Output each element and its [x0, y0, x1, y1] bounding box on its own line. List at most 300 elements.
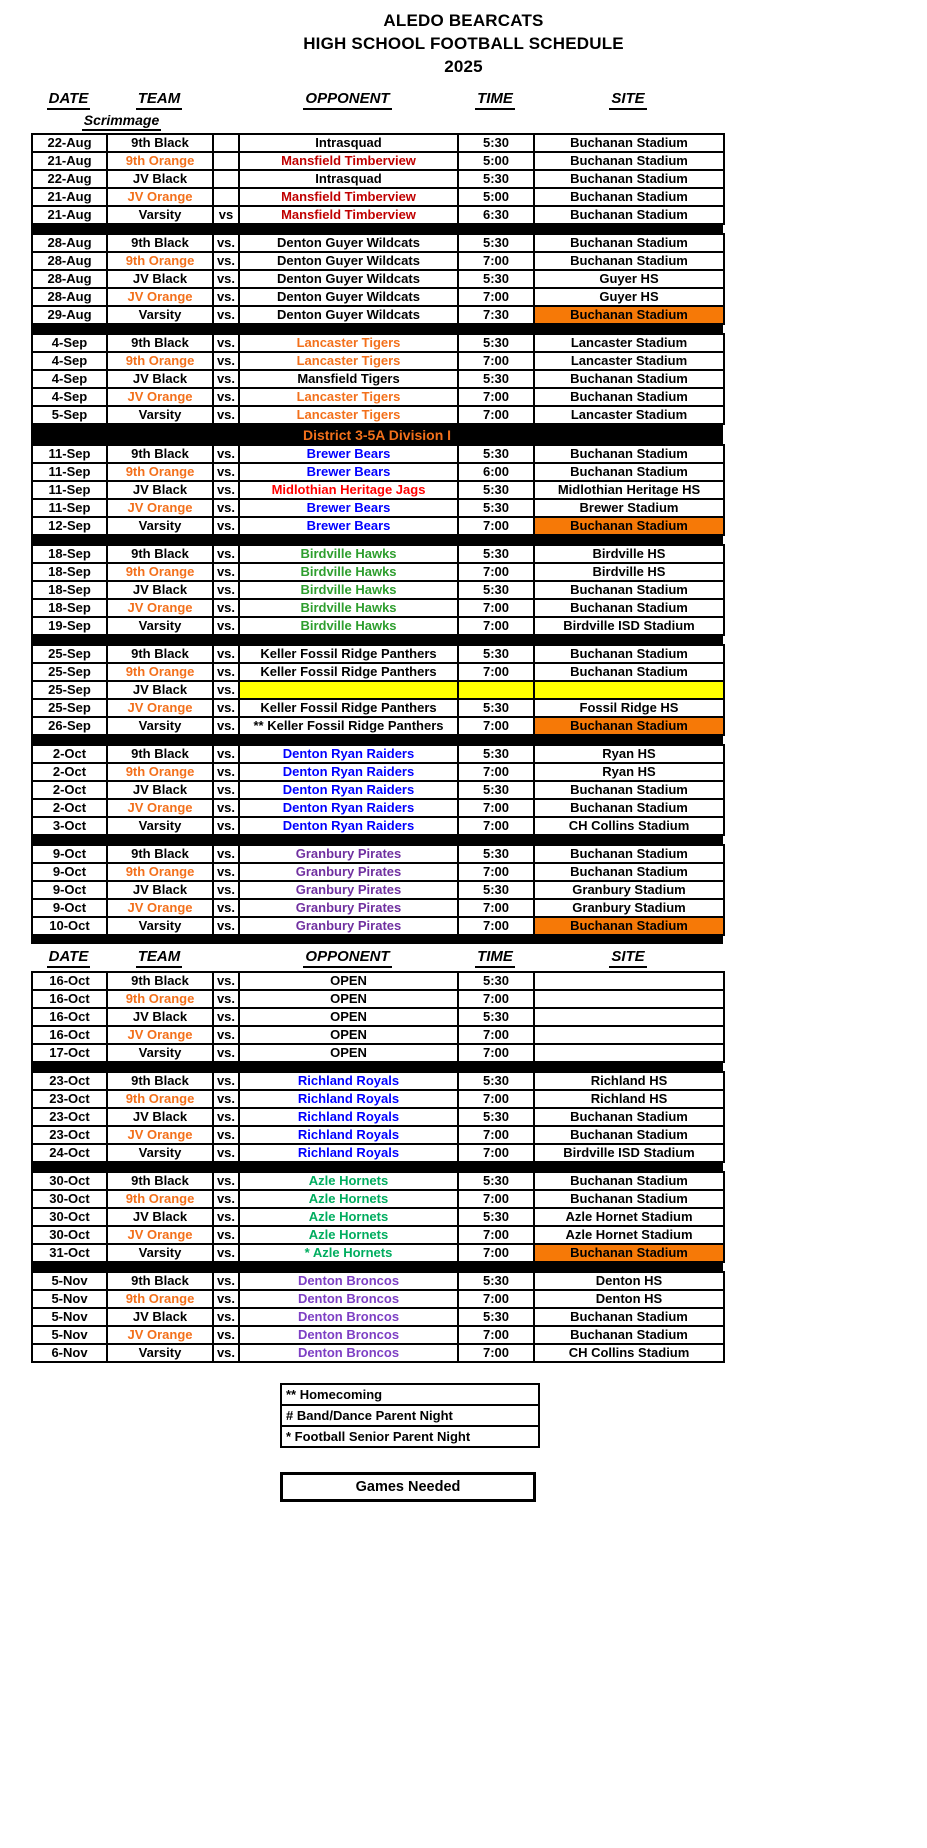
time-cell: 7:00 [458, 1226, 534, 1244]
site-cell: Buchanan Stadium [534, 663, 724, 681]
opponent-cell: Granbury Pirates [239, 899, 458, 917]
site-cell: Buchanan Stadium [534, 1172, 724, 1190]
opponent-cell: Denton Broncos [239, 1308, 458, 1326]
schedule-row [32, 134, 724, 152]
opponent-cell: Azle Hornets [239, 1172, 458, 1190]
time-cell: 5:30 [458, 445, 534, 463]
schedule-row [32, 745, 724, 763]
section-separator [31, 836, 723, 844]
date-cell: 22-Aug [32, 170, 107, 188]
time-cell: 5:30 [458, 645, 534, 663]
opponent-cell: Denton Guyer Wildcats [239, 252, 458, 270]
site-cell: Buchanan Stadium [534, 1190, 724, 1208]
site-cell: Granbury Stadium [534, 881, 724, 899]
site-cell: Buchanan Stadium [534, 645, 724, 663]
date-cell: 9-Oct [32, 845, 107, 863]
schedule-block [31, 971, 725, 1063]
time-cell: 6:00 [458, 463, 534, 481]
vs-cell: vs. [213, 306, 239, 324]
date-cell: 4-Sep [32, 334, 107, 352]
date-cell: 28-Aug [32, 252, 107, 270]
site-cell: Azle Hornet Stadium [534, 1208, 724, 1226]
opponent-cell: Richland Royals [239, 1126, 458, 1144]
opponent-cell: Intrasquad [239, 170, 458, 188]
opponent-cell: Azle Hornets [239, 1190, 458, 1208]
time-cell: 7:00 [458, 406, 534, 424]
date-cell: 25-Sep [32, 663, 107, 681]
vs-cell: vs. [213, 1244, 239, 1262]
date-cell: 11-Sep [32, 463, 107, 481]
schedule-block [31, 133, 725, 225]
date-cell: 5-Nov [32, 1308, 107, 1326]
date-cell: 16-Oct [32, 1026, 107, 1044]
schedule-row [32, 972, 724, 990]
column-header-opponent: OPPONENT [303, 90, 391, 110]
team-cell: 9th Orange [107, 863, 213, 881]
opponent-cell: Denton Broncos [239, 1272, 458, 1290]
site-cell: Buchanan Stadium [534, 845, 724, 863]
schedule-row [32, 334, 724, 352]
time-cell: 7:30 [458, 306, 534, 324]
site-cell: Guyer HS [534, 270, 724, 288]
opponent-cell: Midlothian Heritage Jags [239, 481, 458, 499]
vs-cell: vs. [213, 717, 239, 735]
schedule-row [32, 545, 724, 563]
schedule-block [31, 644, 725, 736]
date-cell: 5-Nov [32, 1290, 107, 1308]
site-cell: CH Collins Stadium [534, 1344, 724, 1362]
time-cell: 7:00 [458, 917, 534, 935]
date-cell: 10-Oct [32, 917, 107, 935]
team-cell: 9th Black [107, 445, 213, 463]
schedule-row [32, 1172, 724, 1190]
column-header-date: DATE [47, 90, 91, 110]
date-cell: 18-Sep [32, 581, 107, 599]
time-cell: 5:30 [458, 1108, 534, 1126]
team-cell: JV Black [107, 1008, 213, 1026]
time-cell: 7:00 [458, 252, 534, 270]
schedule-row [32, 463, 724, 481]
schedule-row [32, 845, 724, 863]
opponent-cell: Birdville Hawks [239, 617, 458, 635]
time-cell: 5:30 [458, 1272, 534, 1290]
date-cell: 11-Sep [32, 499, 107, 517]
site-cell: Buchanan Stadium [534, 252, 724, 270]
section-separator [31, 536, 723, 544]
time-cell: 7:00 [458, 863, 534, 881]
site-cell: Guyer HS [534, 288, 724, 306]
date-cell: 16-Oct [32, 990, 107, 1008]
vs-cell: vs. [213, 1226, 239, 1244]
schedule-row [32, 1044, 724, 1062]
vs-cell: vs. [213, 1090, 239, 1108]
date-cell: 9-Oct [32, 863, 107, 881]
opponent-cell: Richland Royals [239, 1090, 458, 1108]
team-cell: JV Orange [107, 699, 213, 717]
opponent-cell: Richland Royals [239, 1072, 458, 1090]
title-line-2: HIGH SCHOOL FOOTBALL SCHEDULE [303, 34, 624, 53]
vs-cell: vs. [213, 763, 239, 781]
team-cell: JV Orange [107, 799, 213, 817]
opponent-cell: Denton Ryan Raiders [239, 763, 458, 781]
opponent-cell: Denton Ryan Raiders [239, 745, 458, 763]
time-cell [458, 681, 534, 699]
opponent-cell: Mansfield Tigers [239, 370, 458, 388]
time-cell: 7:00 [458, 1026, 534, 1044]
vs-cell: vs. [213, 370, 239, 388]
time-cell: 5:30 [458, 881, 534, 899]
site-cell: Buchanan Stadium [534, 152, 724, 170]
team-cell: Varsity [107, 1244, 213, 1262]
team-cell: 9th Orange [107, 1190, 213, 1208]
opponent-cell: Brewer Bears [239, 445, 458, 463]
schedule-block [31, 1071, 725, 1163]
vs-cell: vs. [213, 334, 239, 352]
column-header-site: SITE [609, 948, 646, 968]
time-cell: 5:30 [458, 134, 534, 152]
time-cell: 5:00 [458, 152, 534, 170]
team-cell: JV Black [107, 1108, 213, 1126]
time-cell: 7:00 [458, 717, 534, 735]
column-header-team: TEAM [136, 90, 183, 110]
vs-cell: vs. [213, 917, 239, 935]
date-cell: 2-Oct [32, 799, 107, 817]
schedule-row [32, 352, 724, 370]
opponent-cell: Keller Fossil Ridge Panthers [239, 645, 458, 663]
date-cell: 31-Oct [32, 1244, 107, 1262]
opponent-cell: Lancaster Tigers [239, 352, 458, 370]
date-cell: 16-Oct [32, 972, 107, 990]
date-cell: 16-Oct [32, 1008, 107, 1026]
site-cell: Buchanan Stadium [534, 463, 724, 481]
vs-cell: vs. [213, 1208, 239, 1226]
schedule-row [32, 581, 724, 599]
site-cell: Granbury Stadium [534, 899, 724, 917]
team-cell: 9th Black [107, 845, 213, 863]
team-cell: JV Orange [107, 288, 213, 306]
team-cell: Varsity [107, 517, 213, 535]
team-cell: 9th Orange [107, 1090, 213, 1108]
schedule-row [32, 1326, 724, 1344]
schedule-block [31, 233, 725, 325]
team-cell: JV Black [107, 881, 213, 899]
vs-cell: vs [213, 206, 239, 224]
time-cell: 5:30 [458, 1008, 534, 1026]
date-cell: 4-Sep [32, 352, 107, 370]
site-cell: Fossil Ridge HS [534, 699, 724, 717]
team-cell: JV Black [107, 581, 213, 599]
opponent-cell: Birdville Hawks [239, 563, 458, 581]
date-cell: 4-Sep [32, 370, 107, 388]
time-cell: 7:00 [458, 1344, 534, 1362]
site-cell [534, 972, 724, 990]
vs-cell: vs. [213, 645, 239, 663]
vs-cell: vs. [213, 499, 239, 517]
date-cell: 25-Sep [32, 681, 107, 699]
team-cell: Varsity [107, 817, 213, 835]
opponent-cell: OPEN [239, 972, 458, 990]
vs-cell: vs. [213, 270, 239, 288]
opponent-cell: Denton Ryan Raiders [239, 781, 458, 799]
time-cell: 7:00 [458, 517, 534, 535]
team-cell: Varsity [107, 717, 213, 735]
team-cell: JV Black [107, 270, 213, 288]
opponent-cell: Denton Guyer Wildcats [239, 306, 458, 324]
schedule-row [32, 288, 724, 306]
schedule-row [32, 1144, 724, 1162]
section-separator [31, 325, 723, 333]
vs-cell: vs. [213, 617, 239, 635]
schedule-block [31, 544, 725, 636]
district-banner [31, 425, 723, 444]
column-header-opponent: OPPONENT [303, 948, 391, 968]
schedule-row [32, 881, 724, 899]
schedule-row [32, 1072, 724, 1090]
site-cell: Buchanan Stadium [534, 717, 724, 735]
team-cell: JV Orange [107, 499, 213, 517]
legend-homecoming: ** Homecoming [282, 1385, 538, 1406]
date-cell: 30-Oct [32, 1226, 107, 1244]
column-header-top [31, 90, 723, 131]
date-cell: 28-Aug [32, 288, 107, 306]
opponent-cell: Granbury Pirates [239, 863, 458, 881]
site-cell: Buchanan Stadium [534, 1108, 724, 1126]
date-cell: 5-Nov [32, 1326, 107, 1344]
date-cell: 9-Oct [32, 881, 107, 899]
schedule-row [32, 917, 724, 935]
schedule-row [32, 170, 724, 188]
date-cell: 11-Sep [32, 445, 107, 463]
opponent-cell: Denton Broncos [239, 1290, 458, 1308]
team-cell: Varsity [107, 206, 213, 224]
team-cell: 9th Black [107, 745, 213, 763]
date-cell: 19-Sep [32, 617, 107, 635]
team-cell: JV Black [107, 170, 213, 188]
date-cell: 5-Sep [32, 406, 107, 424]
vs-cell: vs. [213, 1290, 239, 1308]
vs-cell: vs. [213, 1072, 239, 1090]
schedule-table-area [31, 133, 723, 1363]
section-separator [31, 636, 723, 644]
opponent-cell: Richland Royals [239, 1144, 458, 1162]
date-cell: 18-Sep [32, 563, 107, 581]
site-cell: Buchanan Stadium [534, 445, 724, 463]
team-cell: 9th Orange [107, 152, 213, 170]
opponent-cell: * Azle Hornets [239, 1244, 458, 1262]
date-cell: 25-Sep [32, 699, 107, 717]
time-cell: 5:30 [458, 234, 534, 252]
time-cell: 5:30 [458, 845, 534, 863]
opponent-cell: Lancaster Tigers [239, 406, 458, 424]
team-cell: 9th Orange [107, 563, 213, 581]
schedule-row [32, 863, 724, 881]
vs-cell: vs. [213, 817, 239, 835]
site-cell: Buchanan Stadium [534, 234, 724, 252]
time-cell: 5:30 [458, 334, 534, 352]
site-cell [534, 1044, 724, 1062]
scrimmage-label: Scrimmage [82, 112, 161, 131]
team-cell: JV Black [107, 681, 213, 699]
site-cell: Buchanan Stadium [534, 206, 724, 224]
section-separator [31, 1063, 723, 1071]
vs-cell [213, 188, 239, 206]
date-cell: 22-Aug [32, 134, 107, 152]
site-cell: Buchanan Stadium [534, 581, 724, 599]
team-cell: JV Orange [107, 1326, 213, 1344]
schedule-row [32, 1190, 724, 1208]
time-cell: 5:30 [458, 270, 534, 288]
schedule-row [32, 681, 724, 699]
vs-cell: vs. [213, 1308, 239, 1326]
schedule-row [32, 1208, 724, 1226]
date-cell: 6-Nov [32, 1344, 107, 1362]
opponent-cell: Denton Ryan Raiders [239, 799, 458, 817]
vs-cell: vs. [213, 1026, 239, 1044]
team-cell: 9th Black [107, 972, 213, 990]
time-cell: 5:30 [458, 481, 534, 499]
vs-cell: vs. [213, 899, 239, 917]
opponent-cell: Richland Royals [239, 1108, 458, 1126]
time-cell: 5:30 [458, 581, 534, 599]
opponent-cell: Denton Guyer Wildcats [239, 234, 458, 252]
team-cell: Varsity [107, 1344, 213, 1362]
opponent-cell: Granbury Pirates [239, 881, 458, 899]
team-cell: JV Orange [107, 1026, 213, 1044]
vs-cell [213, 170, 239, 188]
site-cell: Azle Hornet Stadium [534, 1226, 724, 1244]
vs-cell: vs. [213, 1126, 239, 1144]
schedule-row [32, 206, 724, 224]
time-cell: 7:00 [458, 288, 534, 306]
date-cell: 28-Aug [32, 270, 107, 288]
team-cell: 9th Black [107, 645, 213, 663]
team-cell: 9th Black [107, 1172, 213, 1190]
site-cell: Buchanan Stadium [534, 517, 724, 535]
schedule-block [31, 744, 725, 836]
vs-cell: vs. [213, 990, 239, 1008]
opponent-cell: Birdville Hawks [239, 599, 458, 617]
vs-cell: vs. [213, 234, 239, 252]
schedule-row [32, 781, 724, 799]
team-cell: Varsity [107, 617, 213, 635]
date-cell: 23-Oct [32, 1072, 107, 1090]
schedule-row [32, 1290, 724, 1308]
date-cell: 2-Oct [32, 781, 107, 799]
time-cell: 7:00 [458, 617, 534, 635]
opponent-cell: Brewer Bears [239, 463, 458, 481]
team-cell: JV Orange [107, 188, 213, 206]
time-cell: 7:00 [458, 1326, 534, 1344]
schedule-row [32, 599, 724, 617]
team-cell: JV Orange [107, 899, 213, 917]
opponent-cell: Mansfield Timberview [239, 206, 458, 224]
team-cell: 9th Orange [107, 663, 213, 681]
section-separator [31, 1163, 723, 1171]
title-line-1: ALEDO BEARCATS [383, 11, 544, 30]
site-cell: Birdville HS [534, 545, 724, 563]
schedule-row [32, 445, 724, 463]
vs-cell: vs. [213, 388, 239, 406]
schedule-row [32, 1244, 724, 1262]
section-separator [31, 225, 723, 233]
team-cell: JV Orange [107, 1226, 213, 1244]
schedule-row [32, 481, 724, 499]
schedule-row [32, 234, 724, 252]
time-cell: 5:30 [458, 170, 534, 188]
vs-cell: vs. [213, 845, 239, 863]
column-header-time: TIME [475, 90, 515, 110]
team-cell: 9th Black [107, 334, 213, 352]
site-cell [534, 1026, 724, 1044]
site-cell: Denton HS [534, 1290, 724, 1308]
schedule-row [32, 663, 724, 681]
vs-cell: vs. [213, 663, 239, 681]
date-cell: 11-Sep [32, 481, 107, 499]
vs-cell: vs. [213, 1044, 239, 1062]
time-cell: 5:30 [458, 781, 534, 799]
time-cell: 7:00 [458, 1090, 534, 1108]
time-cell: 7:00 [458, 599, 534, 617]
site-cell: Midlothian Heritage HS [534, 481, 724, 499]
opponent-cell: Denton Guyer Wildcats [239, 288, 458, 306]
date-cell: 23-Oct [32, 1090, 107, 1108]
date-cell: 9-Oct [32, 899, 107, 917]
time-cell: 7:00 [458, 899, 534, 917]
vs-cell: vs. [213, 781, 239, 799]
schedule-row [32, 1344, 724, 1362]
time-cell: 5:30 [458, 699, 534, 717]
vs-cell: vs. [213, 1172, 239, 1190]
opponent-cell: OPEN [239, 1026, 458, 1044]
schedule-block [31, 333, 725, 425]
site-cell: Ryan HS [534, 745, 724, 763]
date-cell: 21-Aug [32, 206, 107, 224]
site-cell: Buchanan Stadium [534, 1244, 724, 1262]
site-cell: Buchanan Stadium [534, 306, 724, 324]
time-cell: 5:00 [458, 188, 534, 206]
team-cell: JV Orange [107, 388, 213, 406]
team-cell: 9th Orange [107, 463, 213, 481]
page-title [0, 0, 927, 78]
schedule-row [32, 252, 724, 270]
vs-cell: vs. [213, 545, 239, 563]
date-cell: 4-Sep [32, 388, 107, 406]
date-cell: 12-Sep [32, 517, 107, 535]
schedule-row [32, 799, 724, 817]
date-cell: 18-Sep [32, 545, 107, 563]
team-cell: 9th Black [107, 234, 213, 252]
opponent-cell: Granbury Pirates [239, 917, 458, 935]
vs-cell: vs. [213, 463, 239, 481]
team-cell: 9th Black [107, 134, 213, 152]
team-cell: JV Black [107, 781, 213, 799]
schedule-block [31, 1171, 725, 1263]
schedule-row [32, 188, 724, 206]
team-cell: Varsity [107, 917, 213, 935]
opponent-cell: Azle Hornets [239, 1226, 458, 1244]
time-cell: 5:30 [458, 499, 534, 517]
date-cell: 23-Oct [32, 1108, 107, 1126]
site-cell: Buchanan Stadium [534, 1326, 724, 1344]
site-cell: Buchanan Stadium [534, 188, 724, 206]
date-cell: 30-Oct [32, 1172, 107, 1190]
time-cell: 7:00 [458, 1126, 534, 1144]
games-needed-box: Games Needed [280, 1472, 536, 1502]
time-cell: 7:00 [458, 352, 534, 370]
column-header-repeat [31, 948, 723, 968]
site-cell: Buchanan Stadium [534, 599, 724, 617]
opponent-cell: Keller Fossil Ridge Panthers [239, 699, 458, 717]
